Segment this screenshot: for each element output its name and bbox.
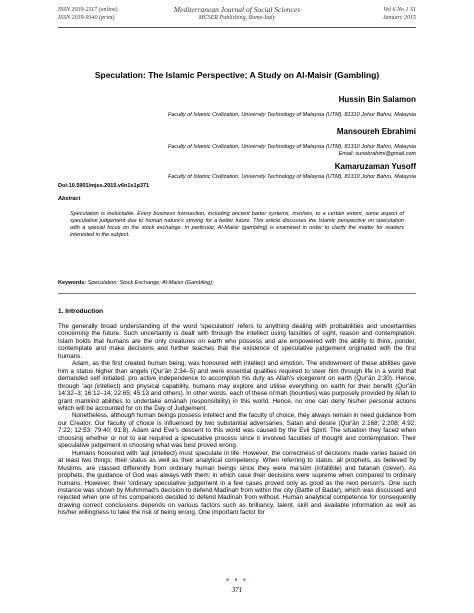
abstract-heading: Abstract xyxy=(58,196,81,202)
abstract-text: Speculation is ineluctable. Every business transaction, including ancient barter systems, involves, to a certain extent, some aspect of speculative judgement due to human nature's striving for a better future. This article discusses the Islamic perspective on speculation with a special focus on the stock exchange. In particular, Al-Maisir (gambling) is examined in order to clarify the matter for readers interested in the subject. xyxy=(70,211,404,238)
author-email: Email: suriebrahimi@gmail.com xyxy=(338,151,416,157)
journal-name: Mediterranean Journal of Social Sciences xyxy=(173,5,301,14)
doi: Doi:10.5901/mjss.2015.v6n1s1p371 xyxy=(58,183,150,189)
paragraph: Adam, as the first created human being, was honoured with intellect and emotion. The endowment of these abilities gave him a status higher than angels (Qur'ān 2:34–5) and were essential qualities required to steer him through life in a world that demanded self initiated, pro active independence to accomplish his duty as Allah's vicegerent on earth (Qur'ān 2:30). Hence, through 'aql (intellect) and physical capability, humans may explore and utilise everything on earth for their benefit (Qur'ān 14:32–3; 16:12–14; 22:65; 45:13 and others). In other words, each of these ni'mah (bounties) was purposely provided by Allah to grant mankind abilities to undertake amānah (responsibility) in this world. Hence, no one can deny his/her personal actions which will be accounted for on the Day of Judgement. xyxy=(58,360,416,412)
author-name: Mansoureh Ebrahimi xyxy=(336,127,416,136)
keywords xyxy=(58,280,416,286)
author-name: Hussin Bin Salamon xyxy=(338,95,416,104)
volume-header xyxy=(383,6,416,22)
author-affiliation: Faculty of Islamic Civilization, University Technology of Malaysia (UTM), 81310 Johor Bahru, Malaysia xyxy=(167,112,416,118)
keywords-list: Speculation; Stock Exchange; Al-Maisir (Gambling); xyxy=(86,280,214,286)
header-divider xyxy=(58,27,416,28)
section-heading: 1. Introduction xyxy=(58,308,104,315)
paragraph: Humans honoured with 'aql (intellect) must speculate in life. However, the correctness of decisions made varies based on at least two things; their status as well as their analytical competency. When referring to status, all prophets, as believed by Muslims, are classed differently from ordinary human beings since they were ma'sūm (infallible) and fatanah (clever). As prophets, the guidance of God was always with them; in which case their decisions were supreme when compared to ordinary humans. However, their 'ordinary speculative judgement in a few cases proved only as good as the next person's. One such instance was shown by Muhmmad's decision to defend Madīnah from within the city (Battle of Badar), which was discussed and rejected when one of his companions decided to defend Madīnah from without. Human analytical competence for consequently drawing correct conclusions depends on various factors such as brilliancy, talent, skill and available information as well as his/her willingness to take the risk of being wrong. One important factor for xyxy=(58,449,416,517)
author-name: Kamaruzaman Yusoff xyxy=(334,162,416,171)
paragraph: Nonetheless, although human beings possess intellect and the faculty of choice, they always remain in need guidance from our Creator. Our faculty of choice is influenced by two substantial adversaries, Satan and desire (Qur'ān 2:168; 2:208; 4:92; 7:22; 12:53; 79:40; 91:8). Adam and Eve's descent to this world was caused by the Evil Spirit. The situation they faced when choosing whether or not to eat required a speculative process since it involved faculties of thought and contemplation. Their speculative judgement in choosing what was best proved wrong. xyxy=(58,412,416,450)
section-divider xyxy=(58,293,416,294)
body-text xyxy=(58,323,416,517)
paragraph: The generally broad understanding of the word 'speculation' refers to anything dealing with probabilities and uncertainties concerning the future. Such uncertainty is dealt with through the intellect using faculties of sight, reason and contemplation. Islam holds that humans are the only creatures on earth who possess and are empowered with the ability to think, ponder, contemplate and make decisions and further teaches that the existence of speculative judgement originated with the first humans. xyxy=(58,323,416,360)
author-affiliation: Faculty of Islamic Civilization, University Technology of Malaysia (UTM), 81310 Johor Bahru, Malaysia Email: suriebrahimi@gmail.com xyxy=(167,144,416,157)
page-number: 371 xyxy=(231,586,243,594)
issn-print: ISSN 2039-9340 (print) xyxy=(58,15,115,21)
author-affiliation: Faculty of Islamic Civilization, University Technology of Malaysia (UTM), 81310 Johor Bahru, Malaysia xyxy=(167,174,416,180)
page-ornament: ● ● ● xyxy=(226,577,248,583)
issue-date: January 2015 xyxy=(382,15,416,21)
publisher: MCSER Publishing, Rome-Italy xyxy=(198,15,276,21)
keywords-label: Keywords: xyxy=(58,280,87,286)
paper-title: Speculation: The Islamic Perspective; A Study on Al-Maisir (Gambling) xyxy=(94,70,380,80)
volume: Vol 6 No 1 S1 xyxy=(383,7,416,13)
issn-online: ISSN 2039-2117 (online) xyxy=(58,7,118,13)
